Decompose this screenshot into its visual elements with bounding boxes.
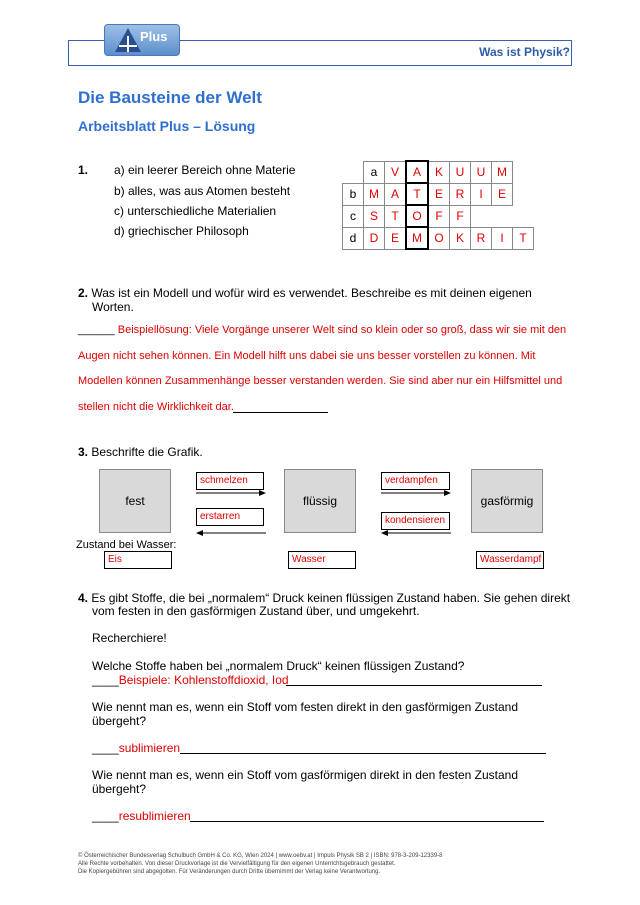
grid-letter: A [385,183,407,205]
arrow-right-icon [196,488,266,498]
q2-answer-line: stellen nicht die Wirklichkeit dar. [78,401,234,413]
header-title: Was ist Physik? [479,45,570,59]
grid-letter: E [428,183,450,205]
grid-letter: K [450,227,471,249]
grid-letter: K [428,161,450,183]
grid-letter: O [428,227,450,249]
grid-label: c [343,205,364,227]
grid-letter: M [364,183,385,205]
answer-line [190,821,544,822]
grid-letter: O [406,205,428,227]
grid-letter: U [471,161,492,183]
q2-number: 2. [78,286,89,300]
grid-letter: U [450,161,471,183]
footer-line: Die Kopiergebühren sind abgegolten. Für Veränderungen durch Dritte übernimmt der Verlag keine Verantwortung. [78,869,381,875]
q1-item: a) ein leerer Bereich ohne Materie [114,163,296,177]
state-box-fluessig: flüssig [284,469,356,533]
q3-number: 3. [78,445,89,459]
grid-letter: D [364,227,385,249]
grid-letter: E [492,183,513,205]
arrow-right-icon [381,488,451,498]
page-title: Die Bausteine der Welt [78,88,262,107]
q2-answer-line: Augen nicht sehen können. Ein Modell hilft uns dabei sie uns besser vorstellen zu können. Mit [78,350,536,362]
water-state: Wasserdampf [476,551,544,569]
grid-letter: R [471,227,492,249]
q4-blank: ____ [92,673,119,687]
grid-label: d [343,227,364,249]
grid-letter: I [471,183,492,205]
q2-question [78,286,532,300]
q4-intro: Es gibt Stoffe, die bei „normalem“ Druck keinen flüssigen Zustand haben. Sie gehen direkt [91,591,571,605]
q3-question: Beschrifte die Grafik. [91,445,203,459]
water-label: Zustand bei Wasser: [76,539,177,551]
q2-question-text: Was ist ein Modell und wofür wird es verwendet. Beschreibe es mit deinen eigenen [91,286,532,300]
arrow-left-icon [196,528,266,538]
q4-answer-b: sublimieren [118,741,181,755]
grid-letter: T [406,183,428,205]
state-box-fest: fest [99,469,171,533]
grid-letter: I [492,227,513,249]
crossword-grid [342,160,534,250]
q1-item: b) alles, was aus Atomen besteht [114,184,291,198]
transition-label: schmelzen [196,472,264,490]
grid-letter: S [364,205,385,227]
q4-question-b-cont: übergeht? [92,714,147,728]
footer-line: Alle Rechte vorbehalten. Von dieser Druckvorlage ist die Vervielfältigung für den eigenen Unterrichtsgebrauch gestattet. [78,861,396,867]
water-state: Wasser [288,551,356,569]
q4-blank: ____ [92,809,119,823]
q4-question-c-cont: übergeht? [92,782,147,796]
q4-question-c: Wie nennt man es, wenn ein Stoff vom gasförmigen direkt in den festen Zustand [92,768,519,782]
page-subtitle: Arbeitsblatt Plus – Lösung [78,118,256,134]
state-box-gasfoermig: gasförmig [471,469,543,533]
answer-line [180,753,546,754]
triangle-icon [113,26,143,54]
q4-question-a: Welche Stoffe haben bei „normalem Druck“ keinen flüssigen Zustand? [92,659,465,673]
q1-item: c) unterschiedliche Materialien [114,204,277,218]
footer [78,852,443,876]
q1-item: d) griechischer Philosoph [114,224,249,238]
q4-research: Recherchiere! [92,631,167,645]
grid-letter: F [450,205,471,227]
q1-number: 1. [78,163,89,177]
answer-line [286,685,542,686]
grid-label: a [364,161,385,183]
q4-answer-a: Beispiele: Kohlenstoffdioxid, Iod [118,673,289,687]
q4-question-b: Wie nennt man es, wenn ein Stoff vom festen direkt in den gasförmigen Zustand [92,700,519,714]
grid-letter: T [385,205,407,227]
footer-line: © Österreichischer Bundesverlag Schulbuch GmbH & Co. KG, Wien 2024 | www.oebv.at | Impuls Physik SB 2 | ISBN: 978-3-209-12339-8 [78,853,443,859]
q2-answer-line: Beispiellösung: Viele Vorgänge unserer Welt sind so klein oder so groß, dass wir sie mit den [117,324,567,336]
grid-letter: R [450,183,471,205]
grid-letter: T [513,227,534,249]
grid-letter: M [406,227,428,249]
q2-answer-line: Modellen können Zusammenhänge besser verstanden werden. Sie sind aber nur ein Hilfsmittel und [78,375,563,387]
logo-text: Plus [140,29,168,44]
q2-blank: ______ [78,324,115,336]
transition-label: kondensieren [381,512,450,530]
transition-label: erstarren [196,508,264,526]
grid-letter: V [385,161,407,183]
grid-letter: E [385,227,407,249]
water-state: Eis [104,551,172,569]
grid-letter: F [428,205,450,227]
q4-intro-cont: vom festen in den gasförmigen Zustand über, und umgekehrt. [92,604,420,618]
q4-number: 4. [78,591,89,605]
answer-line [233,412,328,413]
transition-label: verdampfen [381,472,450,490]
arrow-left-icon [381,528,451,538]
grid-letter: A [406,161,428,183]
grid-letter: M [492,161,513,183]
q4-answer-c: resublimieren [118,809,191,823]
grid-label: b [343,183,364,205]
q2-question-cont: Worten. [92,300,134,314]
q4-blank: ____ [92,741,119,755]
